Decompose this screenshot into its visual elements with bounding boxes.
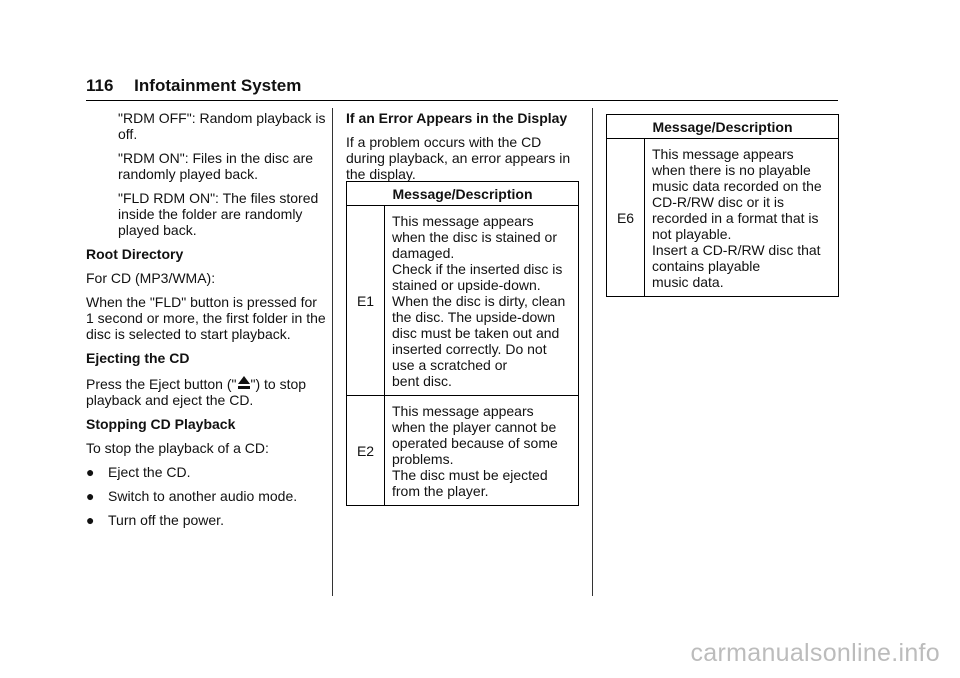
description-line: stained or upside-down. [392,277,541,293]
description-line: when there is no playable [652,162,811,178]
error-heading: If an Error Appears in the Display [346,110,568,126]
column-one [86,110,326,528]
root-directory-heading: Root Directory [86,246,184,262]
header-rule [86,100,838,101]
description-line: use a scratched or [392,357,508,373]
description-line: CD-R/RW disc or it is [652,194,784,210]
list-item [86,488,326,504]
description-line: when the player cannot be [392,419,557,435]
rdm-on-text: "RDM ON": Files in the disc are randomly played back. [118,150,314,182]
watermark: carmanualsonline.info [690,639,940,667]
column-divider-right [592,108,593,596]
bullet-text: Turn off the power. [108,512,224,528]
eject-text-after: ") to stop playback and eject the CD. [86,376,307,408]
root-cd-text: For CD (MP3/WMA): [86,270,216,286]
description-line: music data. [652,274,724,290]
table-header: Message/Description [347,182,579,206]
description-line: operated because of some [392,435,558,451]
description-line: disc must be taken out and [392,325,560,341]
description-line: inserted correctly. Do not [392,341,547,357]
description-line: damaged. [392,245,455,261]
description-line: problems. [392,451,454,467]
description-line: not playable. [652,226,732,242]
stopping-heading: Stopping CD Playback [86,416,236,432]
page-header [86,76,301,96]
error-code: E2 [347,396,385,506]
description-line: When the disc is dirty, clean [392,293,566,309]
list-item [86,512,326,528]
rdm-off-text: "RDM OFF": Random playback is off. [118,110,326,142]
description-line: This message appears [652,146,794,162]
description-line: music data recorded on the [652,178,822,194]
description-line: The disc must be ejected [392,467,548,483]
root-directory-text: When the "FLD" button is pressed for 1 second or more, the first folder in the disc is selected to start playback. [86,294,326,342]
description-line: Insert a CD-R/RW disc that [652,242,821,258]
ejecting-heading: Ejecting the CD [86,350,190,366]
bullet-icon: ● [86,488,95,504]
column-divider-left [332,108,333,596]
error-table-2 [606,114,839,297]
description-line: Check if the inserted disc is [392,261,563,277]
table-header-row [347,182,579,206]
eject-icon [237,375,251,393]
bullet-text: Switch to another audio mode. [108,488,298,504]
bullet-text: Eject the CD. [108,464,191,480]
error-description [645,139,839,297]
error-table-1 [346,181,579,506]
description-line: This message appears [392,403,534,419]
bullet-icon: ● [86,512,95,528]
list-item [86,464,326,480]
table-header: Message/Description [607,115,839,139]
section-title: Infotainment System [134,76,302,95]
description-line: recorded in a format that is [652,210,819,226]
description-line: This message appears [392,213,534,229]
error-intro: If a problem occurs with the CD during playback, an error appears in the display. [346,134,571,182]
error-code: E1 [347,206,385,396]
description-line: when the disc is stained or [392,229,557,245]
description-line: from the player. [392,483,489,499]
error-description [385,206,579,396]
eject-instruction [86,374,326,408]
bullet-icon: ● [86,464,95,480]
error-description [385,396,579,506]
fld-rdm-on-text: "FLD RDM ON": The files stored inside the folder are randomly played back. [118,190,319,238]
table-header-row [607,115,839,139]
eject-text-before: Press the Eject button (" [86,376,237,392]
stopping-intro: To stop the playback of a CD: [86,440,269,456]
description-line: contains playable [652,258,761,274]
description-line: bent disc. [392,373,452,389]
column-two [346,110,582,190]
table-row [347,206,579,396]
table-row [347,396,579,506]
error-code: E6 [607,139,645,297]
page-number: 116 [86,76,114,95]
description-line: the disc. The upside-down [392,309,556,325]
table-row [607,139,839,297]
